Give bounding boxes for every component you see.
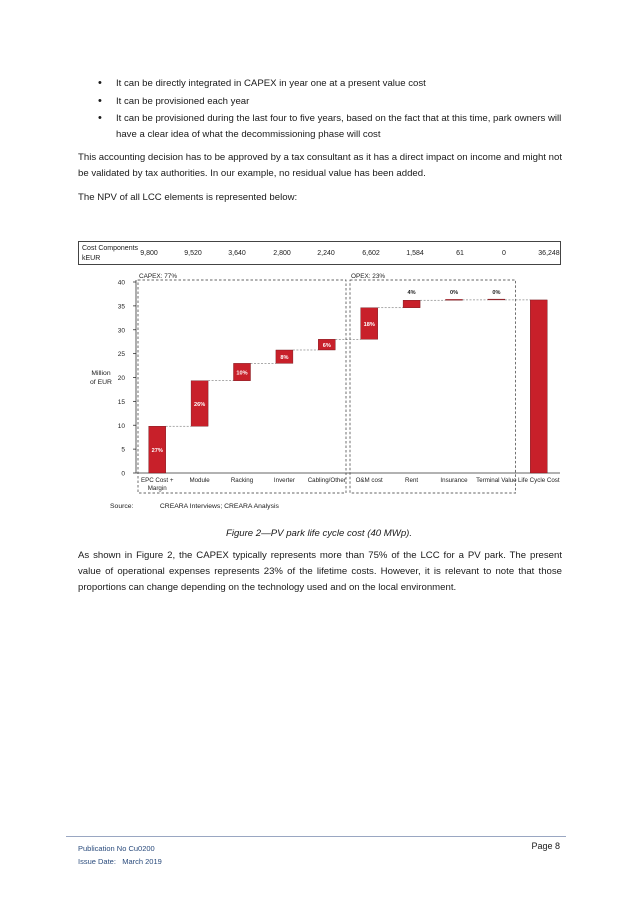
x-tick-label: Terminal Value [476, 477, 517, 484]
bullet-item: • It can be provisioned during the last four to five years, based on the fact that at this time, park owners will have a clear idea of what the decommissioning phase will cost [78, 111, 568, 142]
issue-date-label: Issue Date: [78, 857, 116, 866]
paragraph-npv-intro: The NPV of all LCC elements is represented below: [78, 192, 298, 203]
group-bracket [138, 280, 346, 493]
page-number: Page 8 [531, 841, 560, 851]
data-label: 26% [193, 401, 206, 408]
bullet-item: • It can be provisioned each year [78, 94, 568, 110]
x-tick-label: Life Cycle Cost [517, 477, 560, 484]
group-label: OPEX: 23% [351, 273, 386, 280]
waterfall-bar [530, 300, 547, 473]
y-tick-label: 10 [117, 422, 125, 430]
cost-components-label-line1: Cost Components [82, 245, 139, 252]
issue-date [78, 855, 162, 868]
group-label: CAPEX: 77% [139, 273, 178, 280]
y-tick-label: 20 [117, 375, 125, 382]
waterfall-bar [488, 299, 505, 300]
data-label: 0% [449, 289, 459, 296]
waterfall-bar [403, 300, 420, 308]
cost-value: 2,800 [273, 250, 291, 257]
x-tick-label: Rent [405, 477, 419, 484]
bullet-item: • It can be directly integrated in CAPEX in year one at a present value cost [78, 76, 568, 92]
x-tick-label: Insurance [440, 477, 468, 484]
footer-info [78, 842, 162, 868]
cost-value: 2,240 [317, 250, 335, 257]
x-tick-label: Racking [230, 477, 254, 484]
cost-value: 61 [456, 250, 464, 257]
x-tick-label: Cabling/Other [307, 477, 346, 484]
cost-components-label-unit: kEUR [82, 254, 101, 262]
x-tick-label: Margin [147, 485, 167, 492]
data-label: 6% [322, 343, 331, 350]
y-tick-label: 35 [117, 303, 125, 311]
paragraph-analysis: As shown in Figure 2, the CAPEX typically represents more than 75% of the LCC for a PV park. The present value of operational expenses represents 23% of the lifetime costs. However, it is relevant to note that those proportions can change depending on the technology used and on the local environment. [78, 550, 562, 593]
data-label: 0% [492, 289, 501, 296]
y-tick-label: 15 [117, 398, 125, 406]
source-text: CREARA Interviews; CREARA Analysis [159, 503, 279, 510]
cost-components-table [78, 241, 561, 265]
x-tick-label: O&M cost [355, 477, 383, 484]
cost-value: 9,520 [184, 250, 202, 257]
x-tick-label: Inverter [273, 477, 295, 484]
data-label: 18% [363, 322, 375, 329]
y-tick-label: 0 [121, 470, 125, 478]
waterfall-bar [446, 299, 463, 300]
y-tick-label: 25 [117, 351, 125, 359]
bullet-list [78, 76, 568, 144]
y-tick-label: 40 [117, 279, 125, 287]
paragraph-accounting: This accounting decision has to be approved by a tax consultant as it has a direct impact on income and might not be validated by tax authorities. In our example, no residual value has been added. [78, 152, 562, 179]
y-tick-label: 30 [117, 327, 125, 335]
y-axis-label: Million [91, 370, 111, 378]
cost-value: 36,248 [538, 250, 560, 257]
cost-value: 0 [502, 250, 506, 257]
data-label: 10% [236, 370, 248, 377]
figure-caption: Figure 2—PV park life cycle cost (40 MWp). [225, 528, 413, 539]
chart-source [110, 503, 279, 510]
lcc-waterfall-chart [78, 268, 568, 500]
x-tick-label: Module [189, 477, 210, 484]
footer-divider [66, 836, 566, 837]
cost-value: 6,602 [362, 250, 380, 257]
source-label: Source: [110, 503, 134, 510]
cost-value: 3,640 [228, 250, 246, 257]
data-label: 8% [280, 355, 289, 362]
publication-number: Publication No Cu0200 [78, 844, 155, 853]
issue-date-value: March 2019 [122, 857, 162, 866]
cost-value: 1,584 [406, 250, 424, 257]
data-label: 4% [407, 290, 416, 297]
x-tick-label: EPC Cost + [140, 477, 174, 484]
y-tick-label: 5 [121, 446, 125, 454]
y-axis-unit: of EUR [90, 379, 112, 387]
data-label: 27% [151, 448, 163, 455]
cost-value: 9,800 [140, 250, 158, 257]
